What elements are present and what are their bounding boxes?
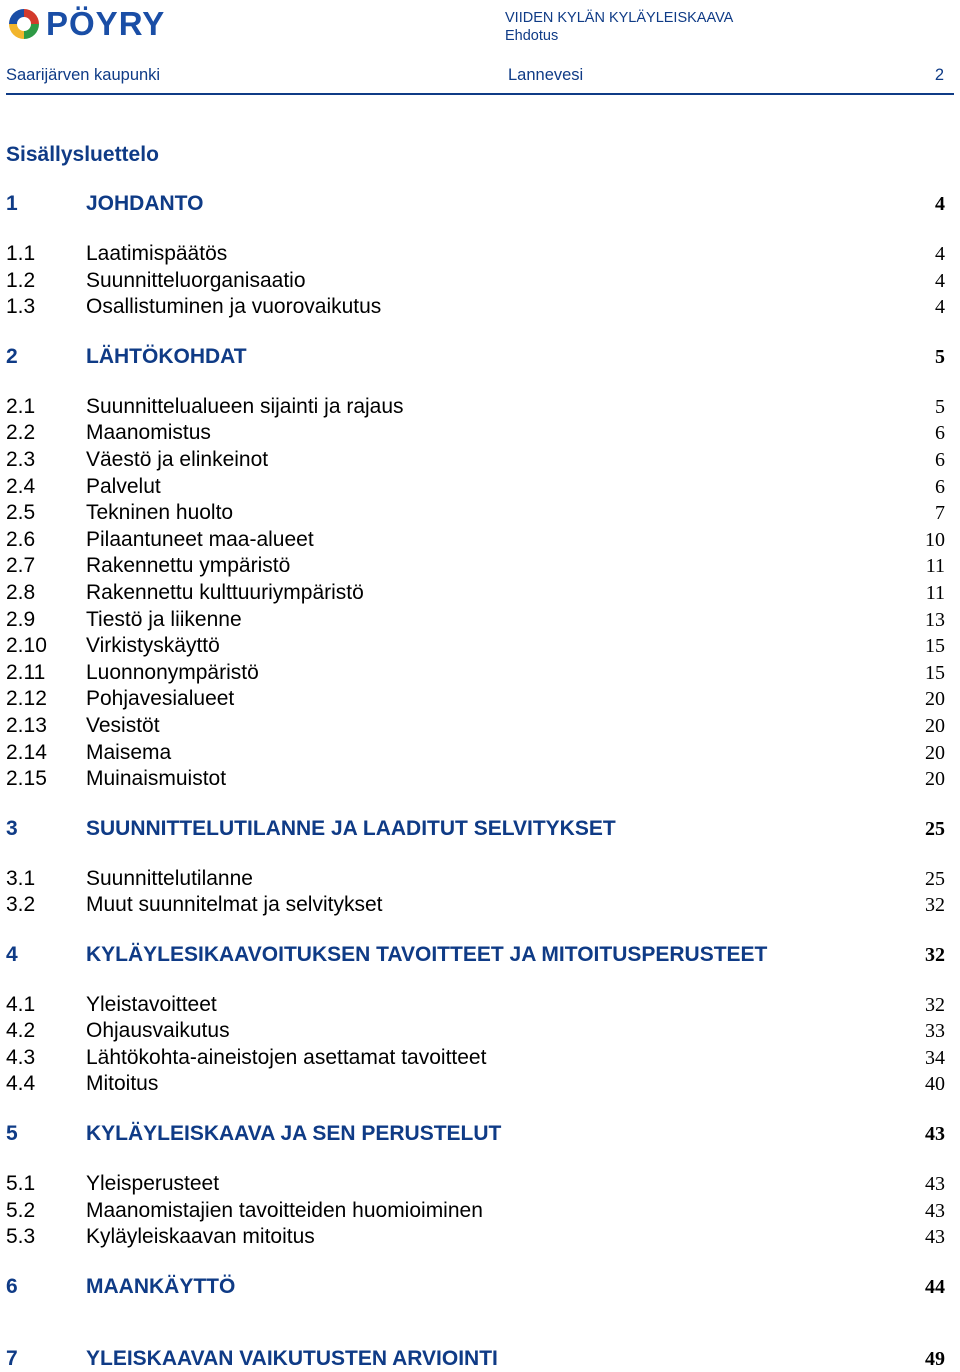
toc-entry-page: 20 <box>925 715 945 737</box>
header-divider <box>6 93 954 95</box>
toc-section-row[interactable] <box>6 474 945 500</box>
toc-entry-label: Pohjavesialueet <box>86 687 235 710</box>
toc-entry-label: Rakennettu kulttuuriympäristö <box>86 581 364 604</box>
toc-entry-label: Suunnitteluorganisaatio <box>86 269 306 292</box>
poyry-logo-icon <box>6 6 42 42</box>
toc-entry-page: 33 <box>925 1020 945 1042</box>
toc-section-row[interactable] <box>6 500 945 526</box>
toc-entry-number: 6 <box>6 1275 18 1298</box>
document-title: VIIDEN KYLÄN KYLÄYLEISKAAVA <box>505 10 734 26</box>
toc-section-row[interactable] <box>6 1071 945 1097</box>
toc-entry-label: KYLÄYLESIKAAVOITUKSEN TAVOITTEET JA MITOITUSPERUSTEET <box>86 943 768 966</box>
toc-section-row[interactable] <box>6 1224 945 1250</box>
toc-entry-label: Maisema <box>86 741 172 764</box>
toc-entry-label: KYLÄYLEISKAAVA JA SEN PERUSTELUT <box>86 1122 502 1145</box>
toc-entry-label: LÄHTÖKOHDAT <box>86 345 247 368</box>
toc-section-row[interactable] <box>6 607 945 633</box>
toc-entry-number: 3.1 <box>6 867 36 890</box>
toc-entry-number: 2.3 <box>6 448 36 471</box>
toc-entry-label: Muinaismuistot <box>86 767 227 790</box>
toc-entry-label: Ohjausvaikutus <box>86 1019 230 1042</box>
toc-section-row[interactable] <box>6 686 945 712</box>
toc-entry-label: Tiestö ja liikenne <box>86 608 242 631</box>
toc-section-row[interactable] <box>6 1018 945 1044</box>
toc-section-row[interactable] <box>6 766 945 792</box>
toc-section-row[interactable] <box>6 580 945 606</box>
toc-entry-number: 2.6 <box>6 528 36 551</box>
toc-entry-label: Maanomistajien tavoitteiden huomioiminen <box>86 1199 483 1222</box>
toc-entry-number: 4 <box>6 943 18 966</box>
page-header <box>6 64 952 88</box>
toc-entry-number: 2.8 <box>6 581 36 604</box>
toc-entry-number: 2 <box>6 345 18 368</box>
toc-entry-number: 5.2 <box>6 1199 36 1222</box>
toc-section-row[interactable] <box>6 1171 945 1197</box>
toc-chapter-row[interactable] <box>6 942 945 968</box>
toc-chapter-row[interactable] <box>6 1274 945 1300</box>
toc-entry-page: 5 <box>935 346 945 368</box>
toc-chapter-row[interactable] <box>6 1121 945 1147</box>
toc-section-row[interactable] <box>6 268 945 294</box>
toc-entry-label: Virkistyskäyttö <box>86 634 220 657</box>
toc-entry-number: 4.4 <box>6 1072 36 1095</box>
toc-entry-page: 43 <box>925 1123 945 1145</box>
toc-entry-page: 20 <box>925 688 945 710</box>
toc-heading: Sisällysluettelo <box>6 143 159 166</box>
toc-section-row[interactable] <box>6 1045 945 1071</box>
toc-entry-label: Luonnonympäristö <box>86 661 259 684</box>
toc-entry-number: 2.15 <box>6 767 47 790</box>
toc-entry-number: 2.9 <box>6 608 36 631</box>
header-client: Saarijärven kaupunki <box>6 66 161 84</box>
toc-entry-number: 3.2 <box>6 893 36 916</box>
toc-entry-page: 40 <box>925 1073 945 1095</box>
toc-section-row[interactable] <box>6 527 945 553</box>
toc-section-row[interactable] <box>6 992 945 1018</box>
toc-entry-page: 4 <box>935 193 945 215</box>
toc-entry-number: 3 <box>6 817 18 840</box>
toc-entry-page: 6 <box>935 476 945 498</box>
toc-entry-page: 5 <box>935 396 945 418</box>
toc-section-row[interactable] <box>6 633 945 659</box>
toc-entry-number: 2.12 <box>6 687 47 710</box>
toc-section-row[interactable] <box>6 1198 945 1224</box>
toc-entry-page: 15 <box>925 635 945 657</box>
toc-entry-number: 5.3 <box>6 1225 36 1248</box>
toc-entry-label: Yleistavoitteet <box>86 993 217 1016</box>
toc-entry-label: SUUNNITTELUTILANNE JA LAADITUT SELVITYKSET <box>86 817 616 840</box>
toc-section-row[interactable] <box>6 420 945 446</box>
toc-entry-label: Palvelut <box>86 475 161 498</box>
toc-entry-page: 6 <box>935 422 945 444</box>
toc-entry-label: Muut suunnitelmat ja selvitykset <box>86 893 383 916</box>
toc-section-row[interactable] <box>6 866 945 892</box>
toc-entry-label: JOHDANTO <box>86 192 204 215</box>
toc-entry-page: 4 <box>935 243 945 265</box>
toc-section-row[interactable] <box>6 740 945 766</box>
logo-wordmark: PÖYRY <box>46 5 166 42</box>
toc-entry-page: 11 <box>925 582 945 604</box>
toc-entry-label: Suunnittelualueen sijainti ja rajaus <box>86 395 404 418</box>
toc-entry-number: 2.10 <box>6 634 47 657</box>
toc-section-row[interactable] <box>6 660 945 686</box>
toc-section-row[interactable] <box>6 892 945 918</box>
toc-entry-page: 32 <box>925 994 945 1016</box>
toc-entry-label: MAANKÄYTTÖ <box>86 1275 236 1298</box>
toc-section-row[interactable] <box>6 394 945 420</box>
toc-entry-label: Maanomistus <box>86 421 211 444</box>
toc-entry-page: 7 <box>935 502 945 524</box>
toc-entry-label: Pilaantuneet maa-alueet <box>86 528 314 551</box>
toc-entry-number: 4.1 <box>6 993 36 1016</box>
toc-chapter-row[interactable] <box>6 1346 945 1372</box>
toc-entry-label: Suunnittelutilanne <box>86 867 253 890</box>
toc-entry-number: 4.3 <box>6 1046 36 1069</box>
toc-entry-number: 2.1 <box>6 395 36 418</box>
toc-section-row[interactable] <box>6 241 945 267</box>
toc-section-row[interactable] <box>6 447 945 473</box>
toc-entry-label: Kyläyleiskaavan mitoitus <box>86 1225 315 1248</box>
toc-entry-page: 4 <box>935 296 945 318</box>
toc-entry-number: 5.1 <box>6 1172 36 1195</box>
toc-chapter-row[interactable] <box>6 191 945 217</box>
toc-section-row[interactable] <box>6 294 945 320</box>
toc-entry-number: 2.7 <box>6 554 36 577</box>
toc-entry-number: 2.11 <box>6 661 46 684</box>
header-page-number: 2 <box>934 66 944 84</box>
toc-entry-number: 2.14 <box>6 741 47 764</box>
toc-entry-label: Laatimispäätös <box>86 242 228 265</box>
toc-entry-page: 20 <box>925 768 945 790</box>
toc-entry-page: 25 <box>925 868 945 890</box>
toc-entry-page: 6 <box>935 449 945 471</box>
toc-entry-number: 5 <box>6 1122 18 1145</box>
toc-entry-label: Vesistöt <box>86 714 160 737</box>
toc-entry-label: YLEISKAAVAN VAIKUTUSTEN ARVIOINTI <box>86 1347 498 1370</box>
toc-entry-page: 15 <box>925 662 945 684</box>
toc-entry-number: 2.2 <box>6 421 36 444</box>
toc-entry-number: 1.3 <box>6 295 36 318</box>
toc-section-row[interactable] <box>6 553 945 579</box>
toc-entry-page: 11 <box>925 555 945 577</box>
toc-entry-number: 2.13 <box>6 714 47 737</box>
document-subtitle: Ehdotus <box>505 28 559 44</box>
toc-entry-number: 2.5 <box>6 501 36 524</box>
toc-entry-page: 34 <box>925 1047 945 1069</box>
toc-entry-page: 44 <box>925 1276 945 1298</box>
toc-entry-number: 1 <box>6 192 18 215</box>
toc-entry-page: 4 <box>935 270 945 292</box>
toc-entry-label: Väestö ja elinkeinot <box>86 448 269 471</box>
toc-chapter-row[interactable] <box>6 344 945 370</box>
toc-entry-number: 1.2 <box>6 269 36 292</box>
toc-section-row[interactable] <box>6 713 945 739</box>
toc-entry-label: Tekninen huolto <box>86 501 234 524</box>
toc-entry-number: 4.2 <box>6 1019 36 1042</box>
toc-entry-number: 2.4 <box>6 475 36 498</box>
toc-entry-page: 25 <box>925 818 945 840</box>
toc-entry-page: 43 <box>925 1200 945 1222</box>
toc-entry-page: 43 <box>925 1226 945 1248</box>
toc-entry-number: 1.1 <box>6 242 36 265</box>
toc-entry-page: 13 <box>925 609 945 631</box>
toc-entry-page: 49 <box>925 1348 945 1370</box>
toc-entry-number: 7 <box>6 1347 18 1370</box>
toc-entry-page: 32 <box>925 944 945 966</box>
toc-entry-page: 20 <box>925 742 945 764</box>
toc-chapter-row[interactable] <box>6 816 945 842</box>
toc-entry-page: 43 <box>925 1173 945 1195</box>
toc-entry-label: Osallistuminen ja vuorovaikutus <box>86 295 382 318</box>
toc-entry-label: Mitoitus <box>86 1072 159 1095</box>
toc-entry-label: Yleisperusteet <box>86 1172 220 1195</box>
toc-entry-page: 10 <box>925 529 945 551</box>
toc-entry-label: Rakennettu ympäristö <box>86 554 291 577</box>
toc-entry-page: 32 <box>925 894 945 916</box>
poyry-logo <box>6 4 196 44</box>
toc-entry-label: Lähtökohta-aineistojen asettamat tavoitteet <box>86 1046 487 1069</box>
header-area: Lannevesi <box>508 66 584 84</box>
